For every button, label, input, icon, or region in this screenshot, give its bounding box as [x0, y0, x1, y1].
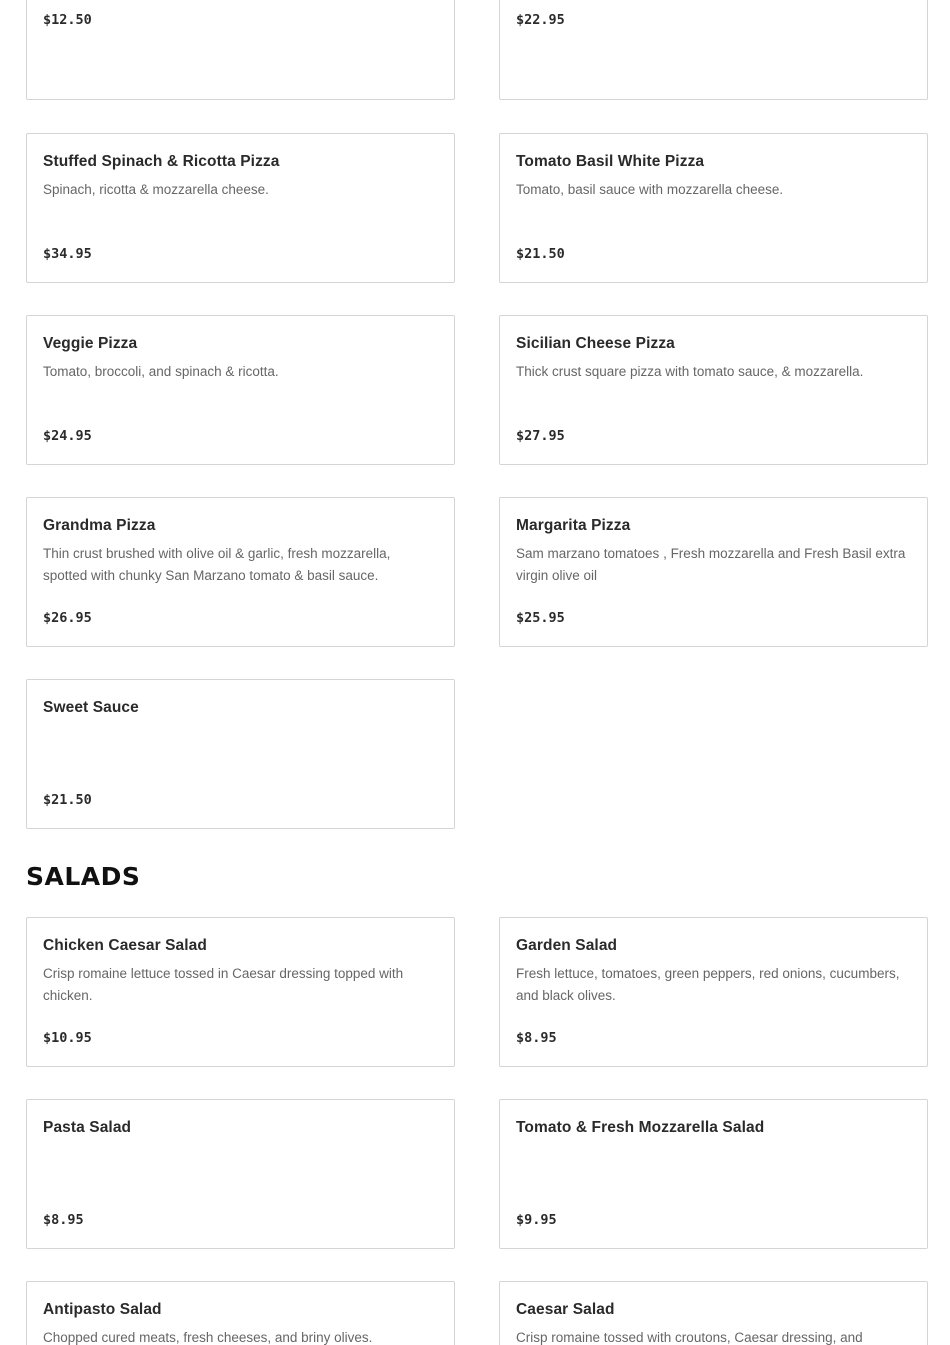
section-heading-salads: SALADS	[26, 862, 141, 891]
item-name: Veggie Pizza	[43, 335, 138, 352]
item-description: Crisp romaine lettuce tossed in Caesar dressing topped with chicken.	[43, 966, 404, 1003]
item-description: Chopped cured meats, fresh cheeses, and briny olives.	[43, 1330, 373, 1345]
item-name: Margarita Pizza	[516, 517, 631, 534]
menu-item-card[interactable]	[26, 679, 455, 829]
item-price: $27.95	[516, 428, 565, 444]
menu-item-card[interactable]	[499, 1099, 928, 1249]
menu-item-card[interactable]	[26, 315, 455, 465]
menu-item-card[interactable]	[499, 917, 928, 1067]
item-description: Sam marzano tomatoes , Fresh mozzarella and Fresh Basil extra virgin olive oil	[516, 546, 906, 583]
item-price: $10.95	[43, 1030, 92, 1046]
item-price: $25.95	[516, 610, 565, 626]
item-price: $21.50	[516, 246, 565, 262]
item-name: Garden Salad	[516, 937, 618, 954]
item-price: $12.50	[43, 12, 92, 28]
item-description: Tomato, basil sauce with mozzarella cheese.	[516, 182, 784, 197]
item-name: Pasta Salad	[43, 1119, 132, 1136]
item-name: Caesar Salad	[516, 1301, 615, 1318]
item-name: Antipasto Salad	[43, 1301, 162, 1318]
item-price: $21.50	[43, 792, 92, 808]
menu-item-card[interactable]	[26, 0, 455, 100]
menu-item-card[interactable]	[26, 133, 455, 283]
item-name: Sicilian Cheese Pizza	[516, 335, 675, 352]
menu-item-card[interactable]	[26, 1281, 455, 1345]
item-name: Chicken Caesar Salad	[43, 937, 207, 954]
item-price: $8.95	[516, 1030, 557, 1046]
menu-item-card[interactable]	[499, 0, 928, 100]
item-description: Thick crust square pizza with tomato sauce, & mozzarella.	[516, 364, 864, 379]
item-price: $8.95	[43, 1212, 84, 1228]
item-description: Tomato, broccoli, and spinach & ricotta.	[43, 364, 279, 379]
menu-item-card[interactable]	[499, 1281, 928, 1345]
item-description: Crisp romaine tossed with croutons, Caesar dressing, and	[516, 1330, 863, 1345]
item-description: Spinach, ricotta & mozzarella cheese.	[43, 182, 269, 197]
item-name: Tomato & Fresh Mozzarella Salad	[516, 1119, 765, 1136]
item-price: $34.95	[43, 246, 92, 262]
menu-item-card[interactable]	[499, 497, 928, 647]
menu-item-card[interactable]	[499, 315, 928, 465]
menu-item-card[interactable]	[26, 917, 455, 1067]
menu-item-card[interactable]	[499, 133, 928, 283]
item-name: Sweet Sauce	[43, 699, 139, 716]
item-name: Grandma Pizza	[43, 517, 156, 534]
item-price: $26.95	[43, 610, 92, 626]
item-price: $9.95	[516, 1212, 557, 1228]
menu-item-card[interactable]	[26, 497, 455, 647]
item-name: Stuffed Spinach & Ricotta Pizza	[43, 153, 280, 170]
item-description: Thin crust brushed with olive oil & garlic, fresh mozzarella, spotted with chunky San Marzano tomato & basil sauce.	[43, 546, 391, 583]
item-name: Tomato Basil White Pizza	[516, 153, 705, 170]
menu-item-card[interactable]	[26, 1099, 455, 1249]
item-description: Fresh lettuce, tomatoes, green peppers, red onions, cucumbers, and black olives.	[516, 966, 900, 1003]
item-price: $22.95	[516, 12, 565, 28]
item-price: $24.95	[43, 428, 92, 444]
